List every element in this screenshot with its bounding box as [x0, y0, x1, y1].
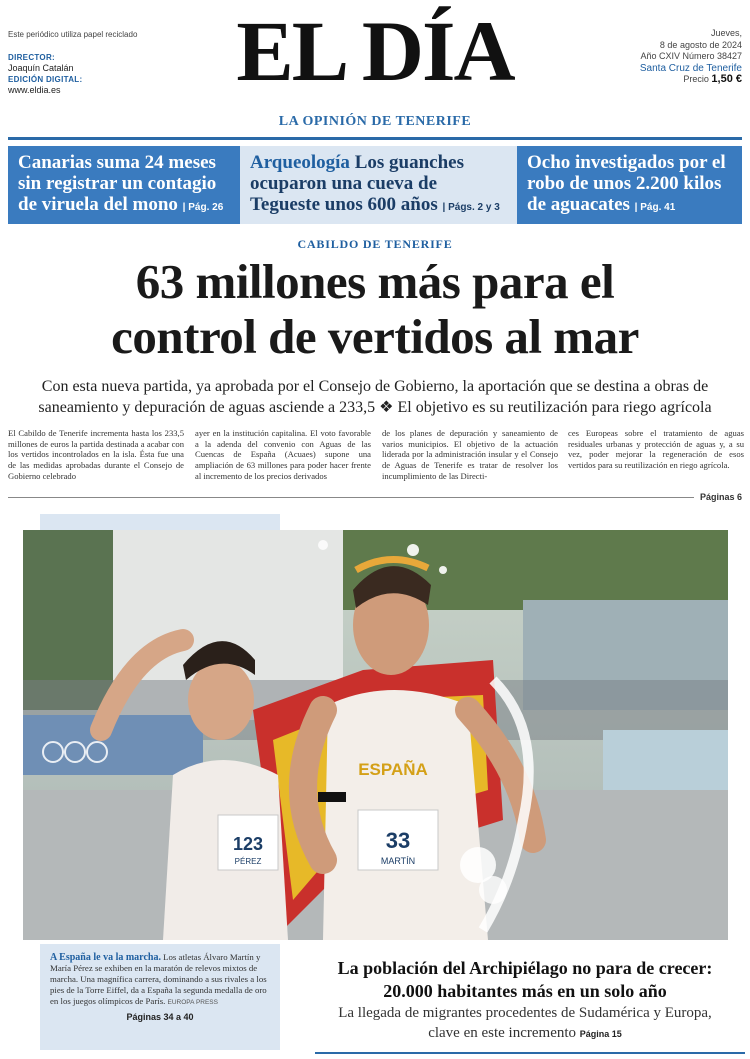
price-value: 1,50 € [711, 73, 742, 85]
story-column-4: ces Europeas sobre el tratamiento de aguas residuales urbanas y protección de aguas y, a su vez, poder mejorar la regeneración de esos vertidos para su reutilización en riego agrícola. [568, 428, 744, 471]
bib-right-number: 33 [385, 828, 411, 853]
story-divider [8, 497, 694, 498]
caption-body: Los atletas Álvaro Martín y María Pérez se exhiben en la maratón de relevos mixtos de marcha. Una magnífica carrera, dominando a sus rivales a los pies de la Torre Eiffel, da a España la segunda medalla de oro en los juegos olímpicos de París. [50, 952, 267, 1006]
digital-edition-label: EDICIÓN DIGITAL: [8, 75, 83, 84]
population-sub-text: La llegada de migrantes procedentes de Sudamérica y Europa, clave en este incremento [338, 1005, 712, 1041]
issue-number: Año CXIV Número 38427 [640, 51, 742, 61]
teaser-pages: | Pág. 41 [634, 202, 676, 213]
population-headline[interactable]: La población del Archipiélago no para de crecer: 20.000 habitantes más en un solo año [337, 958, 713, 1001]
caption-pages[interactable]: Páginas 34 a 40 [126, 1012, 194, 1022]
director-name: Joaquín Catalán [8, 63, 74, 73]
headline-line-1: 63 millones más para el [135, 254, 615, 309]
population-pages[interactable]: Página 15 [579, 1029, 622, 1039]
price [640, 74, 742, 86]
bib-left-number: 123 [232, 834, 264, 854]
newspaper-title: EL DÍA [236, 3, 514, 99]
digital-edition-url[interactable]: www.eldia.es [8, 85, 61, 95]
teaser-text: Ocho investigados por el robo de unos 2.200 kilos de aguacates [527, 152, 726, 215]
teaser-text: Canarias suma 24 meses sin registrar un contagio de viruela del mono [18, 152, 217, 215]
main-headline[interactable] [0, 254, 750, 364]
director-label: DIRECTOR: [8, 53, 55, 62]
bib-right-name: MARTÍN [380, 856, 416, 866]
main-story-kicker: CABILDO DE TENERIFE [297, 237, 453, 251]
issue-info [640, 28, 742, 86]
story-column-1: El Cabildo de Tenerife incrementa hasta los 233,5 millones de euros la partida destinada a acabar con los vertidos incontrolados en la isla. Ésta fue una de las medidas aprobadas durante el Consejo de Gobierno celebrado [8, 428, 184, 481]
main-story-pages[interactable]: Páginas 6 [699, 492, 742, 502]
bib-left-name: PÉREZ [234, 857, 262, 866]
photo-tab [40, 514, 280, 530]
caption-head: A España le va la marcha. [50, 952, 161, 963]
teaser-kicker: Arqueología [250, 152, 350, 173]
story-column-2: ayer en la institución capitalina. El voto favorable a la adenda del convenio con Aguas de las Cuencas de España (Acuaes) supone una ampliación de 63 millones para poder hacer frente al incremento de los precios derivados [195, 428, 371, 481]
masthead-rule [8, 137, 742, 140]
teaser-pages: | Págs. 2 y 3 [442, 202, 500, 213]
masthead-credits [8, 52, 82, 96]
recycled-paper-note: Este periódico utiliza papel reciclado [8, 30, 138, 39]
price-label: Precio [683, 74, 709, 84]
shirt-text: ESPAÑA [358, 760, 428, 779]
olympic-race-walk-photo [23, 530, 728, 940]
bottom-rule [315, 1052, 745, 1054]
teaser-pages: | Pág. 26 [182, 202, 224, 213]
newspaper-subtitle: LA OPINIÓN DE TENERIFE [278, 114, 472, 129]
story-column-3: de los planes de depuración y saneamiento de varios municipios. El objetivo de la actuación liderada por la administración insular y el Consejo de Aguas de Tenerife es tratar de resolver los incumplimiento de las Directi- [382, 428, 558, 481]
caption-credit: EUROPA PRESS [167, 999, 218, 1006]
city: Santa Cruz de Tenerife [639, 62, 742, 74]
teaser-archaeology[interactable] [240, 146, 517, 224]
photo-illustration [23, 530, 728, 940]
weekday: Jueves, [710, 28, 742, 38]
photo-caption [40, 944, 280, 1050]
teaser-avocado-theft[interactable] [517, 146, 742, 224]
teaser-mpox[interactable] [8, 146, 240, 224]
headline-line-2: control de vertidos al mar [111, 309, 639, 364]
teaser-text: Los guanches ocuparon una cueva de Tegueste unos 600 años [250, 152, 464, 215]
main-standfirst: Con esta nueva partida, ya aprobada por el Consejo de Gobierno, la aportación que se destina a obras de saneamiento y depuración de aguas asciende a 233,5 ❖ El objetivo es su reutilización para riego agrícola [38, 378, 712, 416]
population-subhead [330, 1003, 720, 1044]
issue-date: 8 de agosto de 2024 [659, 39, 742, 50]
